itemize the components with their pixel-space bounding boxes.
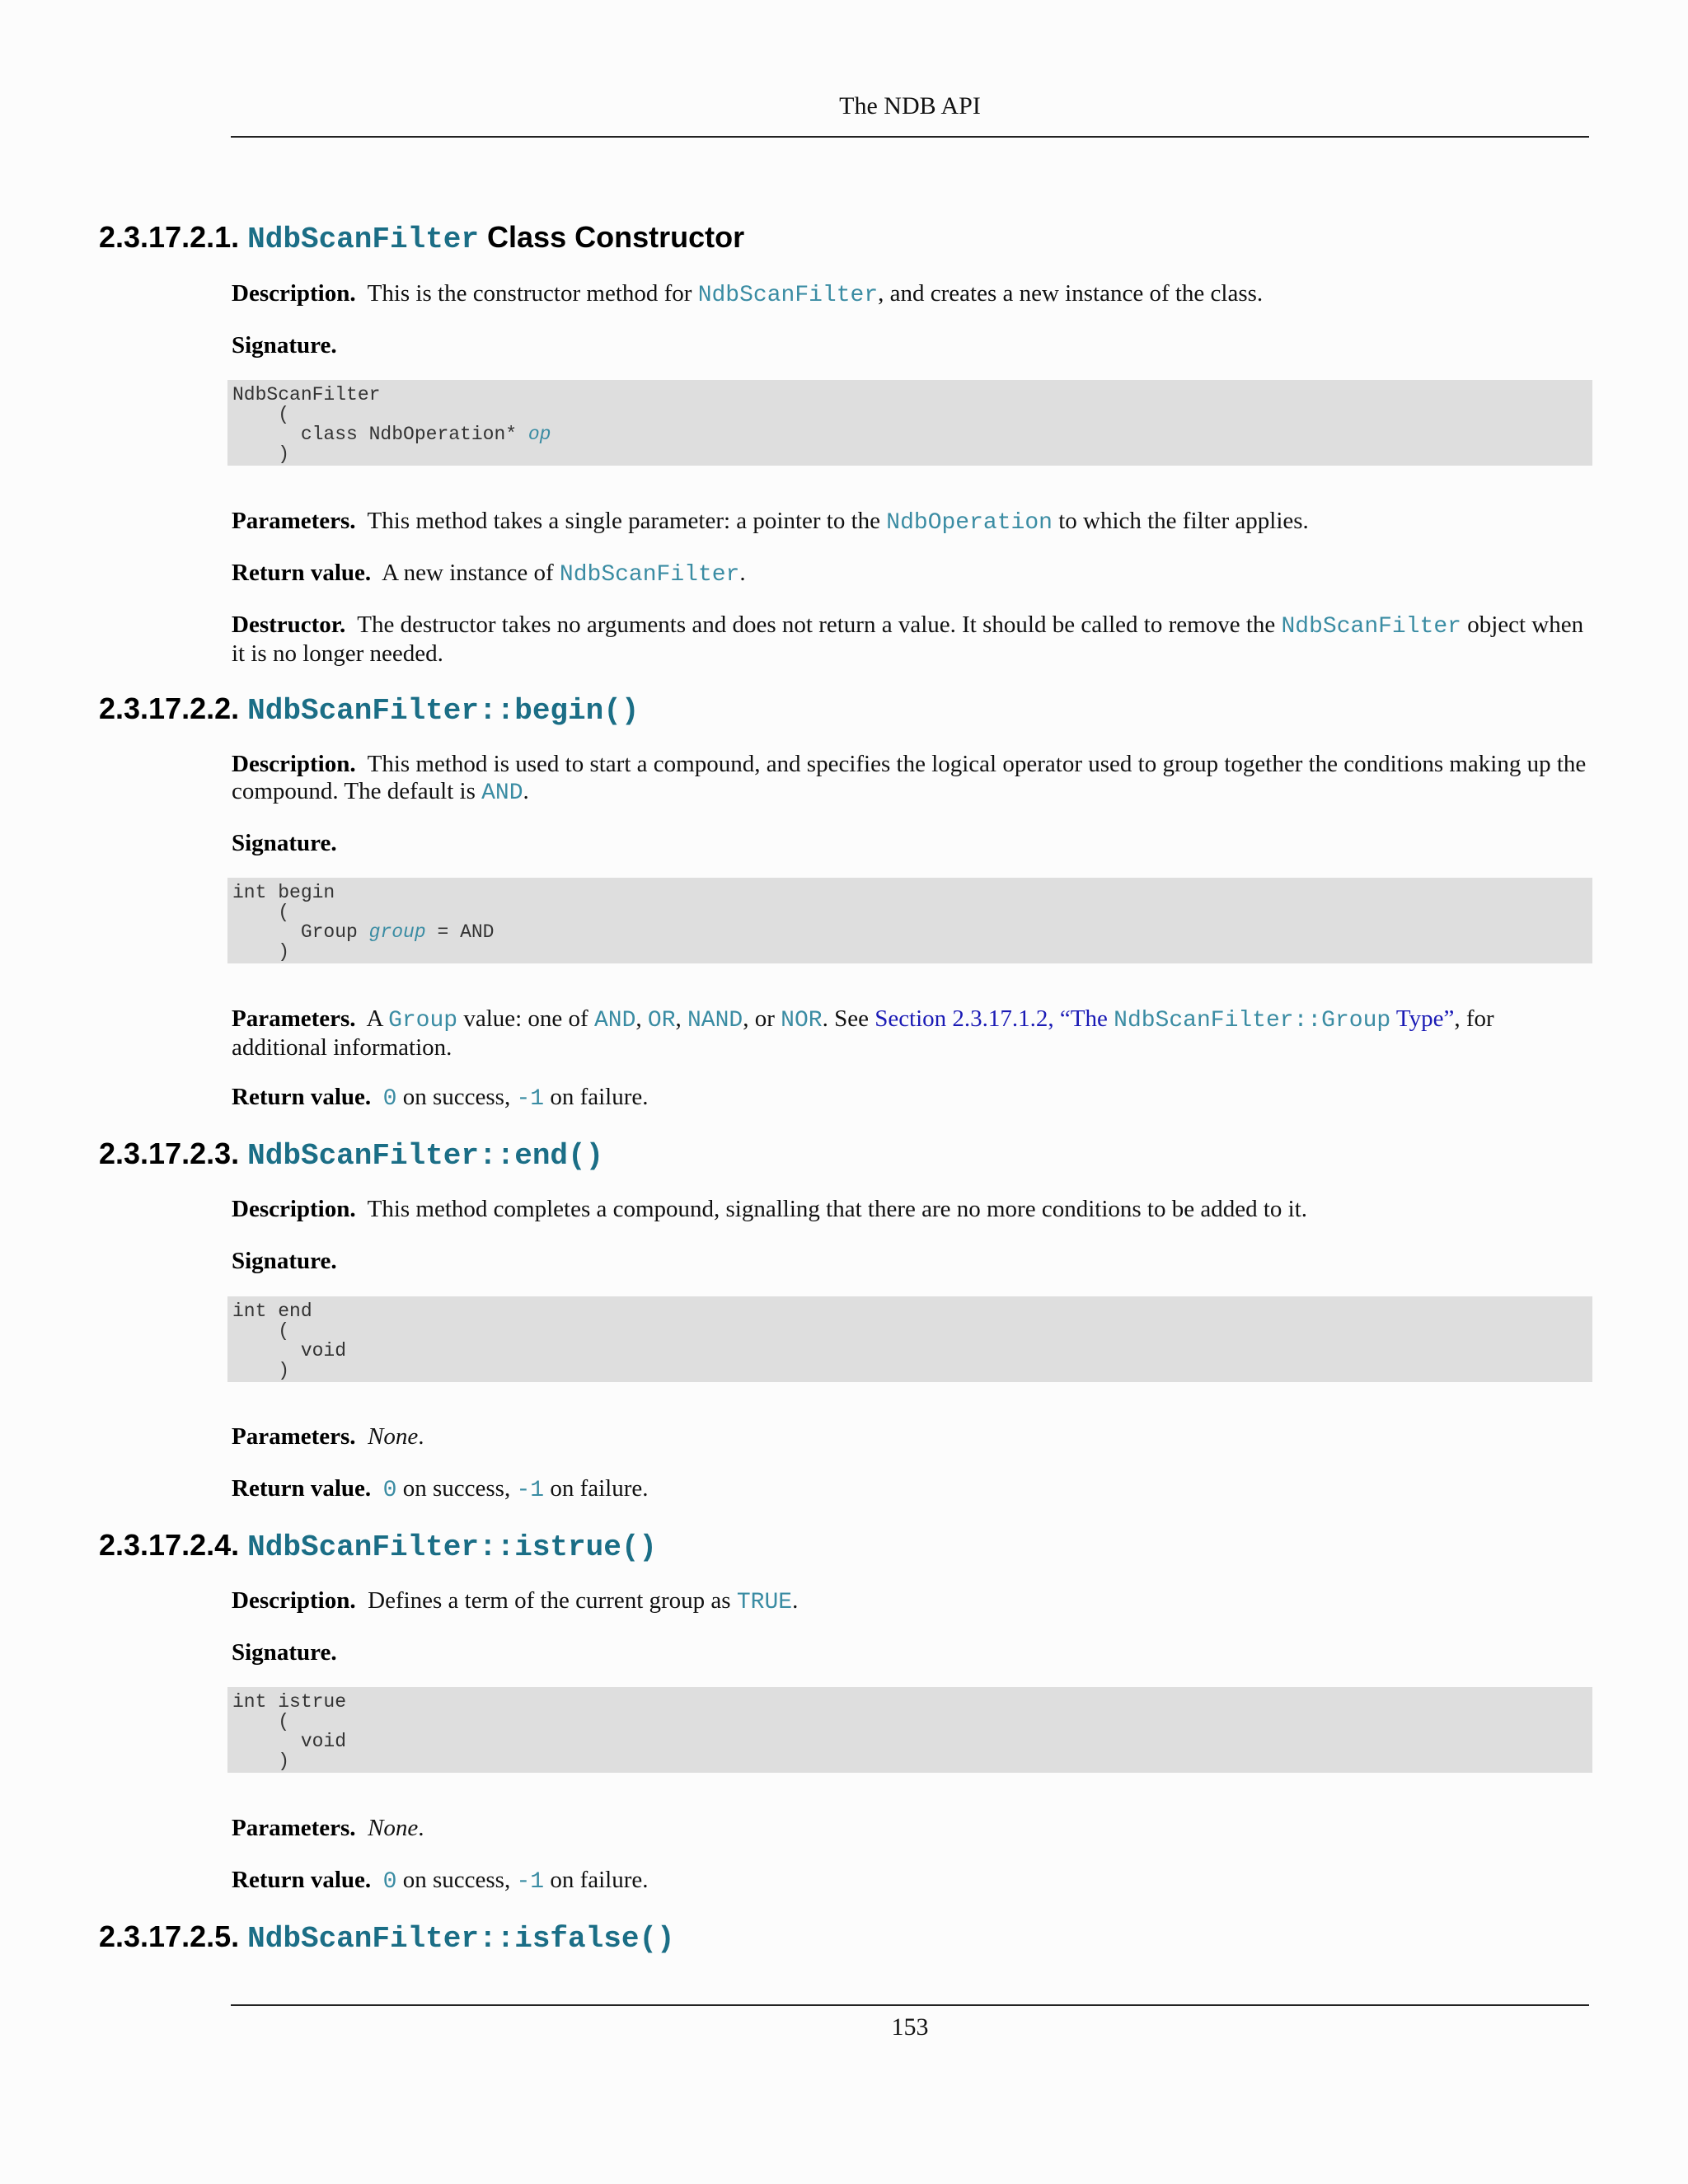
- section-heading-begin: [99, 691, 639, 729]
- section-heading-code: NdbScanFilter::istrue(): [247, 1530, 658, 1564]
- parameters-text: , or: [743, 1005, 781, 1032]
- description-text: This method is used to start a compound, and specifies the logical operator used to group together the conditions making up the compound. The default is: [232, 751, 1587, 804]
- return-text: on success,: [396, 1084, 517, 1110]
- section-heading-constructor: [99, 219, 744, 258]
- description-label: Description.: [232, 280, 356, 307]
- destructor-description: [232, 612, 1592, 668]
- istrue-description: [232, 1587, 1592, 1616]
- code-line: ): [232, 1750, 290, 1772]
- link-text[interactable]: Section 2.3.17.1.2, “The: [874, 1005, 1114, 1032]
- description-label: Description.: [232, 751, 356, 777]
- parameters-text-end: , for additional information.: [232, 1005, 1494, 1061]
- section-link[interactable]: [874, 1005, 1454, 1032]
- inline-code: 0: [382, 1086, 397, 1112]
- section-heading-end: [99, 1136, 603, 1174]
- inline-code: NdbOperation: [886, 510, 1053, 536]
- parameters-text: ,: [675, 1005, 687, 1032]
- code-line: (: [232, 902, 290, 923]
- istrue-return-value: [232, 1867, 1592, 1896]
- end-signature-code: [227, 1296, 1592, 1382]
- description-text-end: .: [792, 1587, 799, 1614]
- code-line: (: [232, 1711, 290, 1732]
- parameters-label: Parameters.: [232, 1815, 356, 1841]
- description-label: Description.: [232, 1587, 356, 1614]
- return-text: on success,: [396, 1867, 517, 1893]
- inline-code: OR: [647, 1008, 676, 1033]
- section-heading-isfalse: [99, 1919, 675, 1957]
- destructor-text: The destructor takes no arguments and does not return a value. It should be called to remove the: [357, 612, 1282, 638]
- destructor-label: Destructor.: [232, 612, 346, 638]
- description-text: This method completes a compound, signalling that there are no more conditions to be added to it.: [367, 1196, 1308, 1222]
- inline-code: Group: [388, 1008, 458, 1033]
- parameters-text: ,: [635, 1005, 648, 1032]
- section-heading-code: NdbScanFilter::begin(): [247, 694, 640, 728]
- constructor-parameters: [232, 508, 1592, 537]
- destructor-text-end: object when it is no longer needed.: [232, 612, 1584, 667]
- section-heading-istrue: [99, 1527, 657, 1566]
- section-heading-code: NdbScanFilter::end(): [247, 1139, 604, 1173]
- code-text: Group: [232, 921, 369, 943]
- page-number: 153: [891, 2013, 929, 2041]
- code-line: [232, 424, 1587, 444]
- parameters-label: Parameters.: [232, 1423, 356, 1450]
- parameters-text-end: to which the filter applies.: [1052, 508, 1309, 534]
- parameters-none: None: [368, 1815, 419, 1841]
- signature-label: Signature.: [232, 1639, 337, 1666]
- constructor-description: [232, 280, 1592, 309]
- section-number: 2.3.17.2.2.: [99, 691, 240, 725]
- parameters-text: This method takes a single parameter: a pointer to the: [367, 508, 887, 534]
- code-line: (: [232, 1320, 290, 1342]
- signature-label: Signature.: [232, 332, 337, 359]
- code-line: ): [232, 1360, 290, 1381]
- signature-label: Signature.: [232, 1248, 337, 1274]
- return-label: Return value.: [232, 1084, 372, 1110]
- section-heading-text: Class Constructor: [487, 220, 745, 254]
- inline-code: -1: [516, 1086, 545, 1112]
- section-number: 2.3.17.2.4.: [99, 1528, 240, 1562]
- page-header-title: The NDB API: [839, 92, 981, 120]
- return-text-end: on failure.: [544, 1475, 649, 1502]
- end-description: [232, 1196, 1592, 1223]
- link-code[interactable]: NdbScanFilter::Group: [1114, 1008, 1391, 1033]
- constructor-return-value: [232, 560, 1592, 588]
- return-text-end: .: [739, 560, 746, 586]
- istrue-signature-code: [227, 1687, 1592, 1773]
- parameters-text: . See: [822, 1005, 875, 1032]
- code-text: class NdbOperation*: [232, 424, 528, 445]
- description-text-end: .: [523, 778, 529, 804]
- code-line: [232, 922, 1587, 942]
- inline-code: AND: [481, 780, 523, 806]
- return-text-end: on failure.: [544, 1867, 649, 1893]
- section-number: 2.3.17.2.5.: [99, 1919, 240, 1953]
- code-line: ): [232, 941, 290, 963]
- begin-return-value: [232, 1084, 1592, 1113]
- begin-signature-code: [227, 878, 1592, 963]
- inline-code: 0: [382, 1869, 397, 1895]
- code-argument: group: [368, 921, 426, 943]
- parameters-text: A: [366, 1005, 389, 1032]
- return-text-end: on failure.: [544, 1084, 649, 1110]
- description-text-end: , and creates a new instance of the class.: [878, 280, 1264, 307]
- code-line: void: [232, 1340, 347, 1361]
- end-return-value: [232, 1475, 1592, 1504]
- code-line: int begin: [232, 882, 335, 903]
- parameters-text-end: .: [418, 1815, 424, 1841]
- return-label: Return value.: [232, 1475, 372, 1502]
- inline-code: 0: [382, 1478, 397, 1503]
- begin-description: [232, 751, 1592, 807]
- link-text[interactable]: Type”: [1390, 1005, 1455, 1032]
- parameters-none: None: [368, 1423, 419, 1450]
- section-number: 2.3.17.2.3.: [99, 1137, 240, 1170]
- inline-code: AND: [593, 1008, 636, 1033]
- footer-rule: [231, 2004, 1589, 2006]
- section-number: 2.3.17.2.1.: [99, 220, 240, 254]
- istrue-signature-label: [232, 1639, 1592, 1666]
- code-text: = AND: [425, 921, 495, 943]
- code-line: ): [232, 443, 290, 465]
- inline-code: -1: [516, 1869, 545, 1895]
- inline-code: -1: [516, 1478, 545, 1503]
- code-line: int end: [232, 1301, 312, 1322]
- parameters-label: Parameters.: [232, 1005, 356, 1032]
- code-line: (: [232, 404, 290, 425]
- inline-code: NAND: [687, 1008, 743, 1033]
- end-parameters: [232, 1423, 1592, 1451]
- begin-parameters: [232, 1005, 1592, 1062]
- header-rule: [231, 136, 1589, 138]
- return-label: Return value.: [232, 1867, 372, 1893]
- description-label: Description.: [232, 1196, 356, 1222]
- end-signature-label: [232, 1248, 1592, 1275]
- inline-code: NdbScanFilter: [559, 562, 740, 588]
- code-line: NdbScanFilter: [232, 384, 381, 405]
- return-text: A new instance of: [382, 560, 560, 586]
- return-label: Return value.: [232, 560, 372, 586]
- code-line: void: [232, 1731, 347, 1752]
- constructor-signature-label: [232, 332, 1592, 359]
- inline-code: NOR: [781, 1008, 823, 1033]
- constructor-signature-code: [227, 380, 1592, 466]
- parameters-text: value: one of: [457, 1005, 594, 1032]
- description-text: Defines a term of the current group as: [368, 1587, 737, 1614]
- inline-code: NdbScanFilter: [1281, 614, 1461, 640]
- section-heading-code: NdbScanFilter::isfalse(): [247, 1922, 675, 1956]
- code-line: int istrue: [232, 1691, 347, 1713]
- inline-code: TRUE: [736, 1590, 793, 1615]
- return-text: on success,: [396, 1475, 517, 1502]
- description-text: This is the constructor method for: [367, 280, 698, 307]
- code-argument: op: [528, 424, 551, 445]
- parameters-label: Parameters.: [232, 508, 356, 534]
- signature-label: Signature.: [232, 830, 337, 856]
- parameters-text-end: .: [418, 1423, 424, 1450]
- begin-signature-label: [232, 830, 1592, 857]
- inline-code: NdbScanFilter: [697, 283, 879, 308]
- istrue-parameters: [232, 1815, 1592, 1842]
- section-heading-code: NdbScanFilter: [247, 223, 480, 256]
